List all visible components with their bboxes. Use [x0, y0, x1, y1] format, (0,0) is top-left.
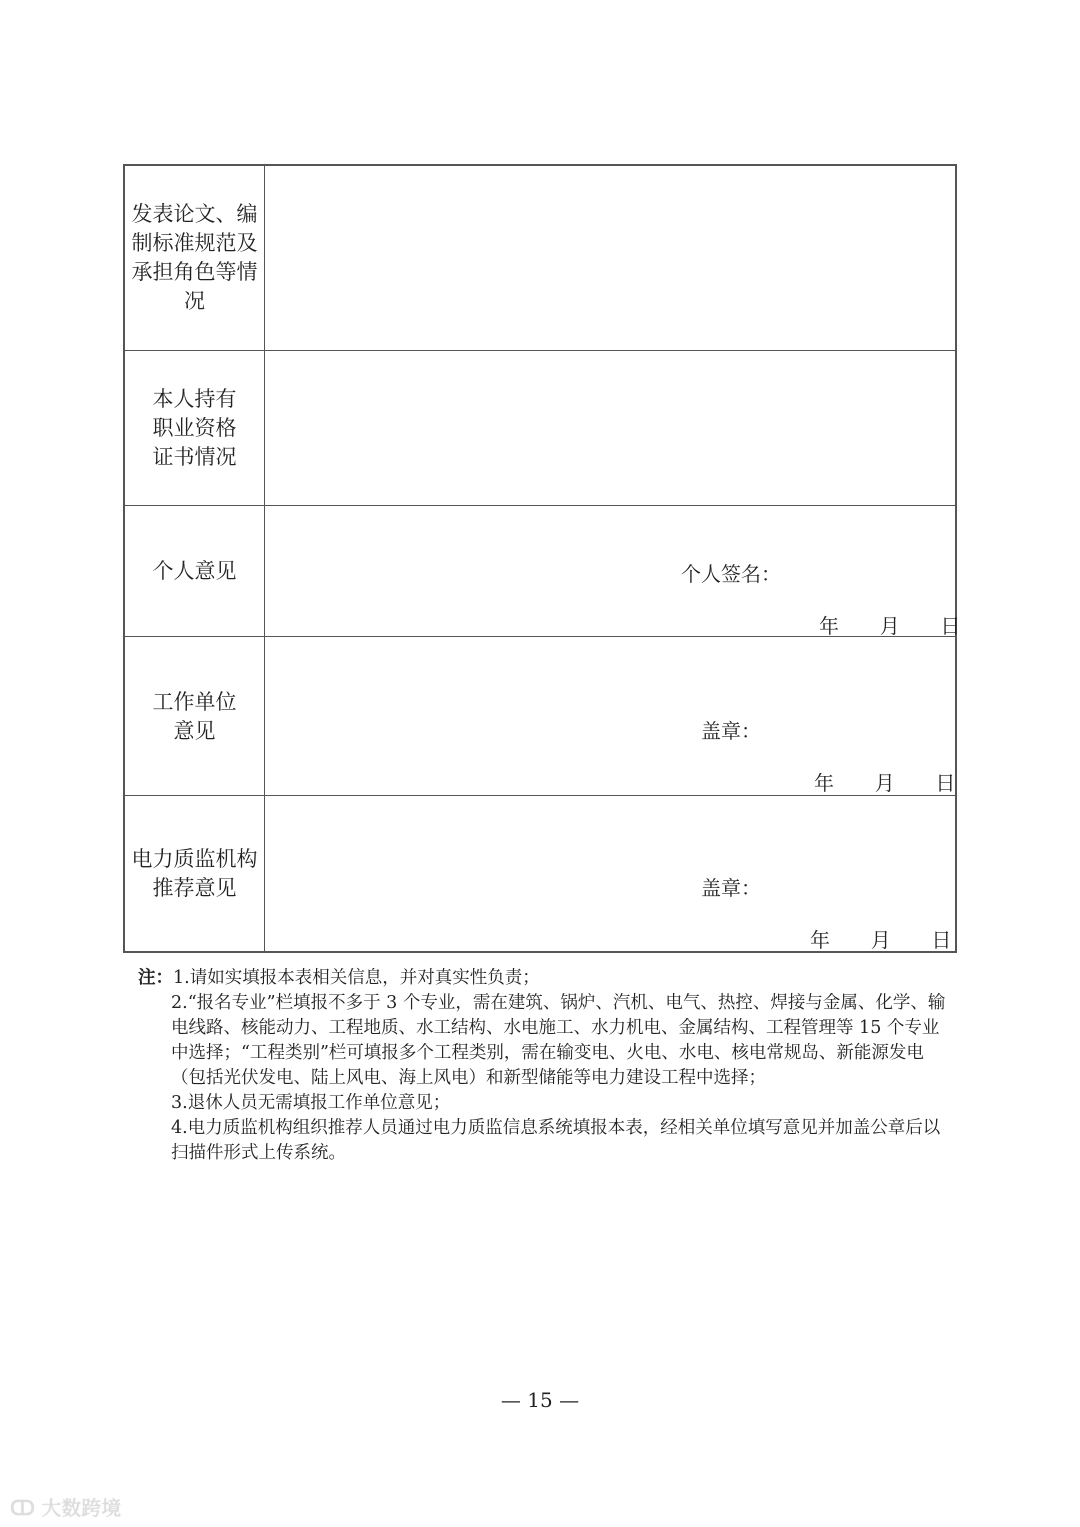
date-label: 年 月 日: [814, 771, 956, 795]
page-number: — 15 —: [500, 1388, 580, 1412]
note-3: 3.退休人员无需填报工作单位意见；: [171, 1093, 451, 1113]
label-employer-opinion: 工作单位 意见: [125, 637, 265, 796]
label-papers: 发表论文、编 制标准规范及 承担角色等情 况: [125, 165, 265, 351]
agency-recommendation-field[interactable]: [266, 796, 955, 952]
notes-section: [138, 966, 948, 1166]
papers-field[interactable]: [266, 165, 955, 351]
note-1: 注：1.请如实填报本表相关信息，并对真实性负责；: [138, 968, 540, 988]
label-personal-opinion: 个人意见: [125, 506, 265, 637]
date-label: 年 月 日: [819, 614, 961, 638]
note-4: 4.电力质监机构组织推荐人员通过电力质监信息系统填报本表，经相关单位填写意见并加盖公章后以扫描件形式上传系统。: [171, 1118, 941, 1163]
signature-label: 个人签名：: [681, 562, 781, 586]
table-row-personal-opinion: [123, 506, 961, 638]
date-label: 年 月 日: [810, 928, 952, 952]
note-2: 2.“报名专业”栏填报不多于 3 个专业，需在建筑、锅炉、汽机、电气、热控、焊接与金属、化学、输电线路、核能动力、工程地质、水工结构、水电施工、水力机电、金属结构、工程管理等 15 个专业中选择；“工程类别”栏可填报多个工程类别，需在输变电、火电、水电、核电常规岛、新能源发电（包括光伏发电、陆上风电、海上风电）和新型储能等电力建设工程中选择；: [171, 993, 946, 1088]
personal-opinion-field[interactable]: [266, 506, 961, 638]
watermark: ↀ 大数跨境: [10, 1496, 122, 1520]
employer-opinion-field[interactable]: [266, 637, 955, 796]
seal-label: 盖章：: [701, 876, 761, 900]
table-row-papers: [123, 165, 957, 351]
seal-label: 盖章：: [701, 719, 761, 743]
label-certificates: 本人持有 职业资格 证书情况: [125, 351, 265, 506]
table-row-employer-opinion: [123, 637, 957, 796]
certificates-field[interactable]: [266, 351, 955, 506]
table-row-certificates: [123, 351, 957, 506]
table-row-agency-recommendation: [123, 796, 957, 952]
watermark-logo-icon: ↀ: [10, 1496, 35, 1520]
label-agency-recommendation: 电力质监机构 推荐意见: [125, 796, 265, 952]
